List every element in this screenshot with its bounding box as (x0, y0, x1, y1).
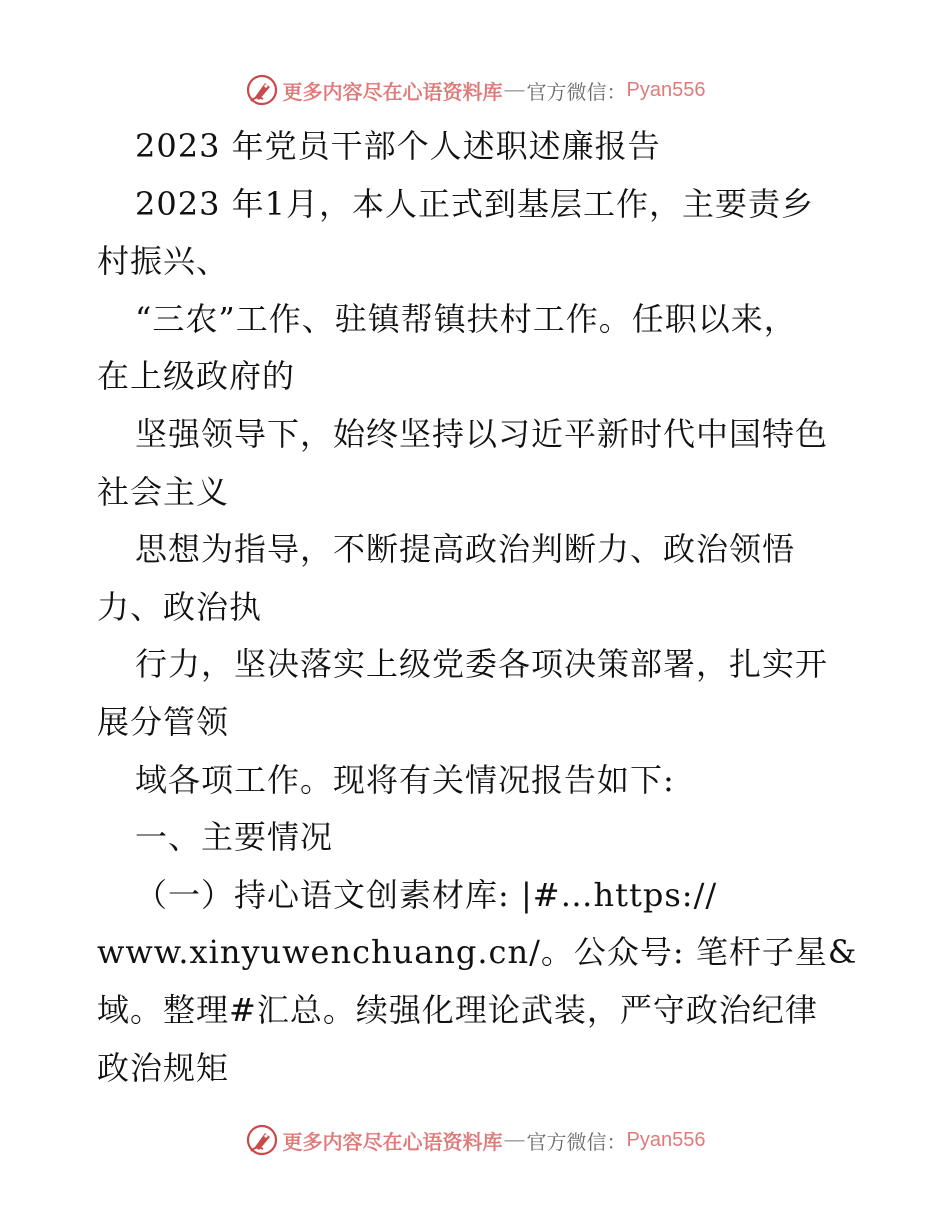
paragraph-line: 2023 年1月，本人正式到基层工作，主要责乡 (135, 184, 814, 223)
pen-nib-logo-icon (245, 73, 279, 107)
footer-official-label: 官方微信： (526, 1129, 627, 1154)
footer-promo-text: 更多内容尽在心语资料库 (282, 1129, 503, 1154)
header-promo-text: 更多内容尽在心语资料库 (282, 79, 503, 104)
paragraph-line: 域。整理#汇总。续强化理论武装，严守政治纪律 (97, 990, 818, 1029)
paragraph-line: 社会主义 (97, 472, 230, 511)
paragraph-line: 展分管领 (97, 702, 230, 741)
section-heading: 一、主要情况 (135, 818, 334, 857)
paragraph-line: 思想为指导，不断提高政治判断力、政治领悟 (135, 530, 796, 569)
paragraph-line: 域各项工作。现将有关情况报告如下: (135, 760, 675, 799)
header-official-label: 官方微信： (526, 79, 627, 104)
document-title: 2023 年党员干部个人述职述廉报告 (135, 127, 661, 165)
paragraph-line: 力、政治执 (97, 587, 263, 626)
header-separator: — (504, 78, 525, 101)
pen-nib-logo-icon (245, 1123, 279, 1157)
paragraph-line: www.xinyuwenchuang.cn/。公众号: 笔杆子星& (97, 933, 858, 972)
paragraph-line: 政治规矩 (97, 1048, 230, 1087)
paragraph-line: 行力，坚决落实上级党委各项决策部署，扎实开 (135, 645, 829, 684)
subsection-line: （一）持心语文创素材库: |#…https:// (135, 875, 718, 914)
paragraph-line: 坚强领导下，始终坚持以习近平新时代中国特色 (135, 414, 829, 453)
footer-watermark-banner (0, 1120, 950, 1160)
paragraph-line: “三农”工作、驻镇帮镇扶村工作。任职以来， (135, 299, 797, 338)
document-body (97, 118, 887, 1097)
header-watermark-banner (0, 70, 950, 110)
footer-wechat-id: Pyan556 (626, 1128, 706, 1151)
paragraph-line: 在上级政府的 (97, 357, 296, 396)
paragraph-line: 村振兴、 (97, 242, 230, 281)
footer-separator: — (504, 1128, 525, 1151)
header-wechat-id: Pyan556 (626, 78, 706, 101)
